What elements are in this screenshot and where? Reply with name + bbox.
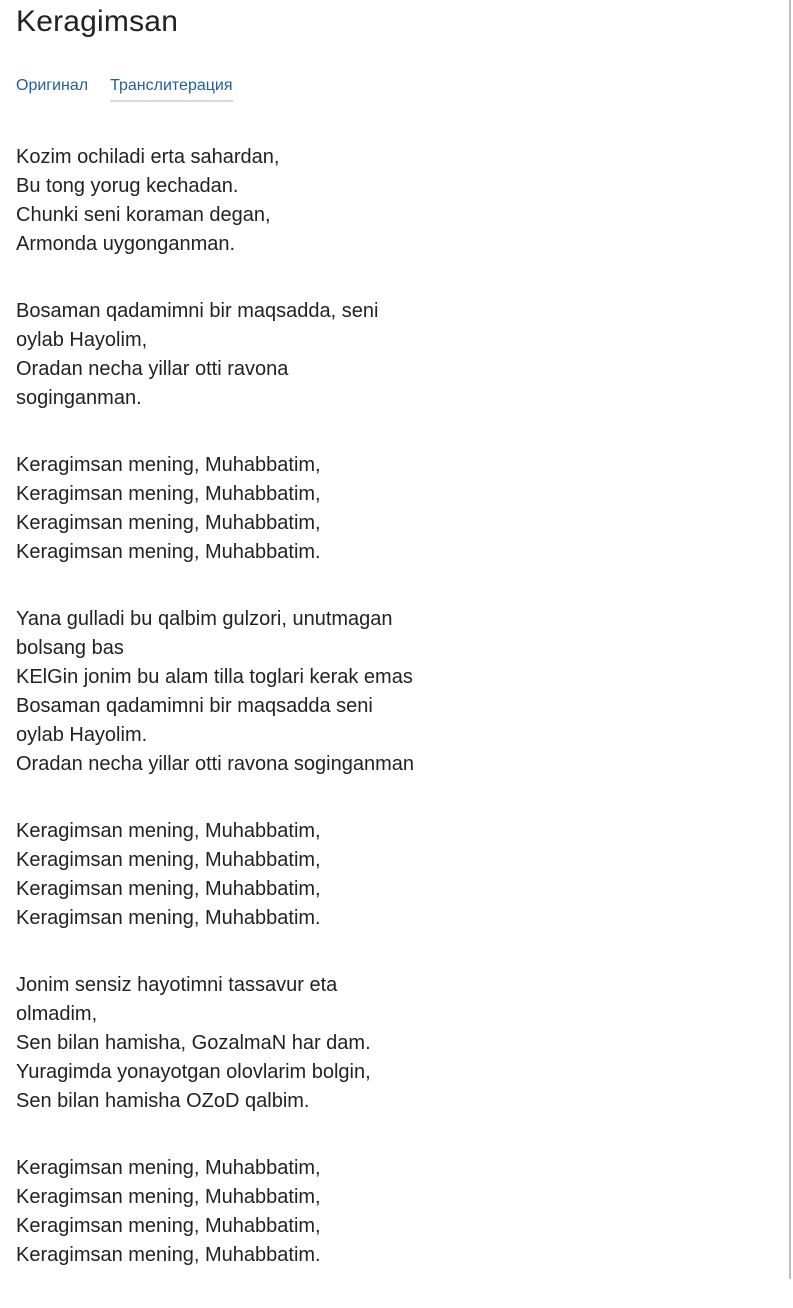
lyric-line: Yuragimda yonayotgan olovlarim bolgin, (16, 1061, 371, 1083)
lyric-line: Oradan necha yillar otti ravona soginganman (16, 753, 415, 775)
lyric-line: Keragimsan mening, Muhabbatim, (16, 483, 321, 505)
page-edge-divider (789, 0, 791, 1279)
stanza (16, 143, 776, 259)
lyric-line: Armonda uygonganman. (16, 233, 236, 255)
stanza (16, 1154, 776, 1270)
lyric-line: KElGin jonim bu alam tilla toglari kerak emas (16, 666, 413, 688)
song-title: Keragimsan (16, 5, 179, 38)
tab-original[interactable]: Оригинал (16, 77, 89, 94)
lyrics-view-tabs (16, 76, 776, 102)
lyric-line: Keragimsan mening, Muhabbatim. (16, 541, 321, 563)
lyric-line: Yana gulladi bu qalbim gulzori, unutmagan (16, 608, 393, 630)
lyric-line: Keragimsan mening, Muhabbatim, (16, 1215, 321, 1237)
lyric-line: bolsang bas (16, 637, 124, 659)
lyric-line: Keragimsan mening, Muhabbatim, (16, 820, 321, 842)
lyric-line: Keragimsan mening, Muhabbatim. (16, 907, 321, 929)
lyric-line: Keragimsan mening, Muhabbatim, (16, 512, 321, 534)
lyric-line: Bu tong yorug kechadan. (16, 175, 239, 197)
lyric-line: Keragimsan mening, Muhabbatim, (16, 1186, 321, 1208)
lyric-line: olmadim, (16, 1003, 98, 1025)
stanza (16, 817, 776, 933)
lyric-line: Keragimsan mening, Muhabbatim, (16, 1157, 321, 1179)
lyrics-text (16, 143, 776, 1270)
lyric-line: Sen bilan hamisha OZoD qalbim. (16, 1090, 310, 1112)
stanza (16, 297, 776, 413)
lyric-line: Sen bilan hamisha, GozalmaN har dam. (16, 1032, 371, 1054)
lyrics-page (16, 0, 776, 1308)
lyric-line: oylab Hayolim. (16, 724, 148, 746)
lyric-line: Bosaman qadamimni bir maqsadda seni (16, 695, 373, 717)
lyric-line: Keragimsan mening, Muhabbatim, (16, 849, 321, 871)
lyric-line: Bosaman qadamimni bir maqsadda, seni (16, 300, 379, 322)
lyric-line: oylab Hayolim, (16, 329, 148, 351)
lyric-line: Keragimsan mening, Muhabbatim, (16, 878, 321, 900)
lyric-line: soginganman. (16, 387, 142, 409)
lyric-line: Keragimsan mening, Muhabbatim. (16, 1244, 321, 1266)
stanza (16, 605, 776, 779)
lyric-line: Kozim ochiladi erta sahardan, (16, 146, 280, 168)
tab-transliteration[interactable]: Транслитерация (110, 76, 232, 102)
stanza (16, 451, 776, 567)
lyric-line: Oradan necha yillar otti ravona (16, 358, 289, 380)
lyric-line: Jonim sensiz hayotimni tassavur eta (16, 974, 338, 996)
stanza (16, 971, 776, 1116)
lyric-line: Keragimsan mening, Muhabbatim, (16, 454, 321, 476)
lyric-line: Chunki seni koraman degan, (16, 204, 271, 226)
